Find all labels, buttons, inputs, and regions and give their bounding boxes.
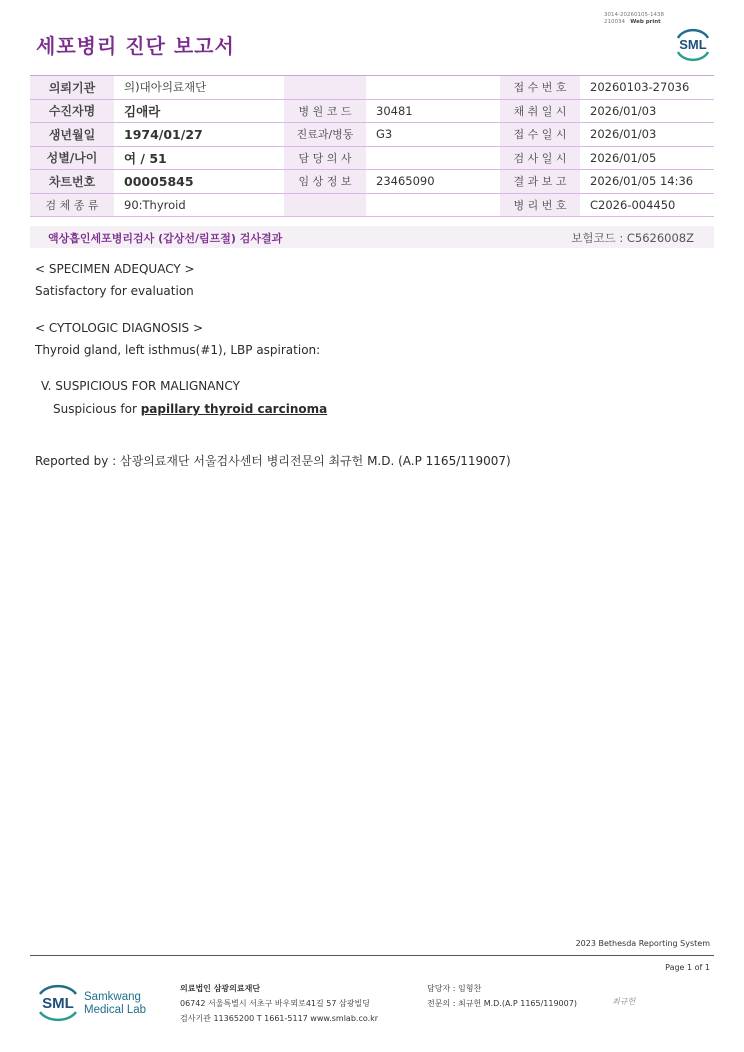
sml-logo-icon [672,26,714,62]
info-label: 검 체 종 류 [30,193,114,217]
info-row [30,193,714,217]
footer-divider [30,955,714,956]
info-value: G3 [366,123,500,147]
staff2-name: 최규헌 M.D.(A.P 1165/119007) [457,999,577,1008]
org-contact: 검사기관 11365200 T 1661-5117 www.smlab.co.kr [180,1014,379,1023]
exam-section-title: 액상흡인세포병리검사 (갑상선/림프절) 검사결과 [48,232,283,245]
info-value [366,76,500,100]
report-title: 세포병리 진단 보고서 [36,34,235,58]
info-value: 2026/01/03 [580,123,714,147]
info-value: 2026/01/05 14:36 [580,170,714,194]
info-label: 접 수 일 시 [500,123,580,147]
document-id-code: 210034 [604,19,625,25]
org-name: 의료법인 삼광의료재단 [180,984,261,993]
info-label: 결 과 보 고 [500,170,580,194]
staff2-label: 전문의 : [427,999,456,1008]
info-row [30,123,714,147]
org-address: 06742 서울특별시 서초구 바우뫼로41길 57 삼광빌딩 [180,999,370,1008]
info-label: 차트번호 [30,170,114,194]
info-value: 20260103-27036 [580,76,714,100]
info-value: 2026/01/03 [580,99,714,123]
info-value: 여 / 51 [114,146,284,170]
document-id [604,12,664,26]
info-label: 병 리 번 호 [500,193,580,217]
info-row [30,99,714,123]
info-value: 90:Thyroid [114,193,284,217]
diagnosis-header: < CYTOLOGIC DIAGNOSIS > [35,321,204,335]
info-label: 접 수 번 호 [500,76,580,100]
info-label: 의뢰기관 [30,76,114,100]
diagnosis-site: Thyroid gland, left isthmus(#1), LBP aspiration: [35,343,321,357]
signature: 최규헌 [612,997,636,1006]
sml-logo-text: SML [679,37,707,52]
footer-logo-name1: Samkwang [84,991,141,1003]
info-value: C2026-004450 [580,193,714,217]
info-label: 담 당 의 사 [284,146,366,170]
samkwang-logo-icon [36,980,156,1026]
info-label: 채 취 일 시 [500,99,580,123]
footer-logo-name2: Medical Lab [84,1004,147,1016]
info-label: 검 사 일 시 [500,146,580,170]
info-label: 진료과/병동 [284,123,366,147]
bethesda-system: 2023 Bethesda Reporting System [575,939,710,948]
info-value: 23465090 [366,170,500,194]
staff1-label: 담당자 : [427,984,456,993]
info-row [30,170,714,194]
info-row [30,76,714,100]
info-value: 의)대아의료재단 [114,76,284,100]
info-label: 수진자명 [30,99,114,123]
info-label: 성별/나이 [30,146,114,170]
diagnosis-category: V. SUSPICIOUS FOR MALIGNANCY [41,379,240,393]
info-label: 생년월일 [30,123,114,147]
page-number: Page 1 of 1 [665,963,710,972]
insurance-code: 보험코드 : C5626008Z [571,231,694,245]
footer-logo-brand: SML [42,995,74,1012]
info-value: 00005845 [114,170,284,194]
document-id-line1: 3014-20260105-1438 [604,12,664,18]
diagnosis-detail-strong: papillary thyroid carcinoma [140,402,328,416]
info-label: 임 상 정 보 [284,170,366,194]
info-value: 2026/01/05 [580,146,714,170]
info-value: 30481 [366,99,500,123]
info-value: 김애라 [114,99,284,123]
staff1-name: 임형찬 [457,984,482,993]
reported-by: Reported by : 삼광의료재단 서울검사센터 병리전문의 최규헌 M.D. (A.P 1165/119007) [35,454,511,468]
web-print-label: Web print [630,19,661,25]
info-value [366,146,500,170]
info-row [30,146,714,170]
info-value: 1974/01/27 [114,123,284,147]
info-label [284,76,366,100]
info-label: 병 원 코 드 [284,99,366,123]
diagnosis-detail-prefix: Suspicious for [53,402,141,416]
patient-info-table [30,75,714,217]
footer-staff [427,981,577,1011]
info-label [284,193,366,217]
diagnosis-detail [53,402,327,416]
footer-organization [180,981,378,1026]
adequacy-text: Satisfactory for evaluation [35,284,194,298]
adequacy-header: < SPECIMEN ADEQUACY > [35,262,195,276]
info-value [366,193,500,217]
